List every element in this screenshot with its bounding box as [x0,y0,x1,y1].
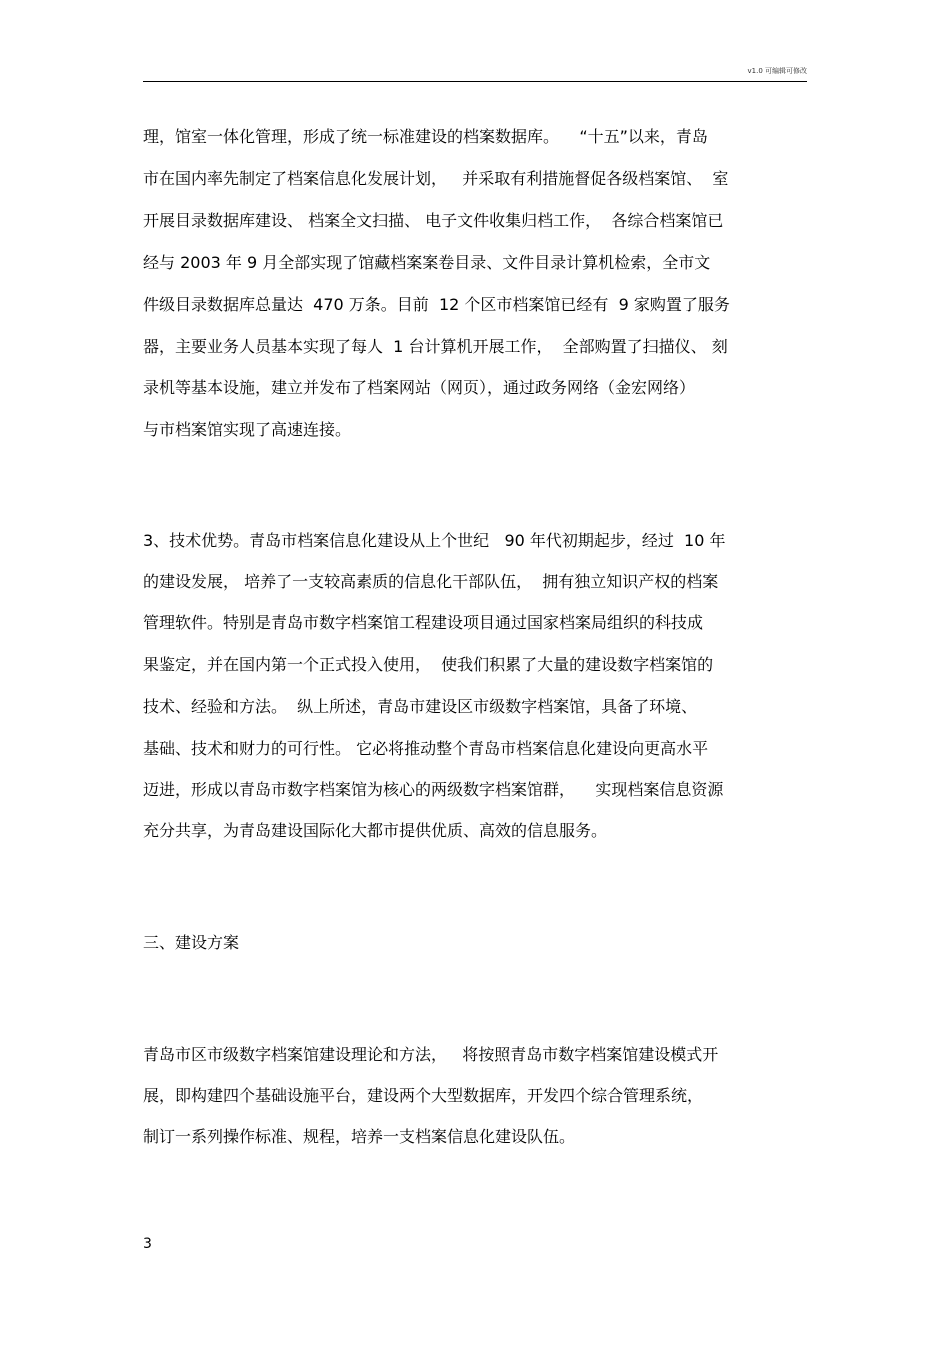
paragraph-line: 迈进，形成以青岛市数字档案馆为核心的两级数字档案馆群， 实现档案信息资源 [143,780,724,799]
paragraph-line: 开展目录数据库建设、 档案全文扫描、 电子文件收集归档工作， 各综合档案馆已 [143,211,724,230]
paragraph-line: 器，主要业务人员基本实现了每人 1 台计算机开展工作， 全部购置了扫描仪、 刻 [143,337,728,356]
header-rule [143,81,807,82]
paragraph-line: 与市档案馆实现了高速连接。 [143,420,352,439]
section-heading: 三、建设方案 [143,933,240,952]
paragraph-line: 青岛市区市级数字档案馆建设理论和方法， 将按照青岛市数字档案馆建设模式开 [143,1045,719,1064]
paragraph-line: 市在国内率先制定了档案信息化发展计划， 并采取有利措施督促各级档案馆、 室 [143,169,729,188]
paragraph-line: 录机等基本设施，建立并发布了档案网站（网页），通过政务网络（金宏网络） [143,378,696,397]
paragraph-line: 3、技术优势。青岛市档案信息化建设从上个世纪 90 年代初期起步，经过 10 年 [143,531,726,550]
paragraph-line: 的建设发展， 培养了一支较高素质的信息化干部队伍， 拥有独立知识产权的档案 [143,572,719,591]
paragraph-line: 经与 2003 年 9 月全部实现了馆藏档案案卷目录、文件目录计算机检索，全市文 [143,253,711,272]
paragraph-line: 制订一系列操作标准、规程，培养一支档案信息化建设队伍。 [143,1127,576,1146]
page-number: 3 [143,1236,152,1252]
paragraph-line: 基础、技术和财力的可行性。 它必将推动整个青岛市档案信息化建设向更高水平 [143,739,709,758]
version-tag: v1.0 可编辑可修改 [747,67,807,75]
paragraph-line: 技术、经验和方法。 纵上所述，青岛市建设区市级数字档案馆，具备了环境、 [143,697,698,716]
paragraph-line: 展，即构建四个基础设施平台，建设两个大型数据库，开发四个综合管理系统， [143,1086,704,1105]
paragraph-line: 充分共享，为青岛建设国际化大都市提供优质、高效的信息服务。 [143,821,608,840]
paragraph-line: 管理软件。特别是青岛市数字档案馆工程建设项目通过国家档案局组织的科技成 [143,613,704,632]
paragraph-line: 果鉴定，并在国内第一个正式投入使用， 使我们积累了大量的建设数字档案馆的 [143,655,714,674]
paragraph-line: 件级目录数据库总量达 470 万条。目前 12 个区市档案馆已经有 9 家购置了服务 [143,295,730,314]
paragraph-line: 理，馆室一体化管理，形成了统一标准建设的档案数据库。 “十五”以来，青岛 [143,127,708,146]
